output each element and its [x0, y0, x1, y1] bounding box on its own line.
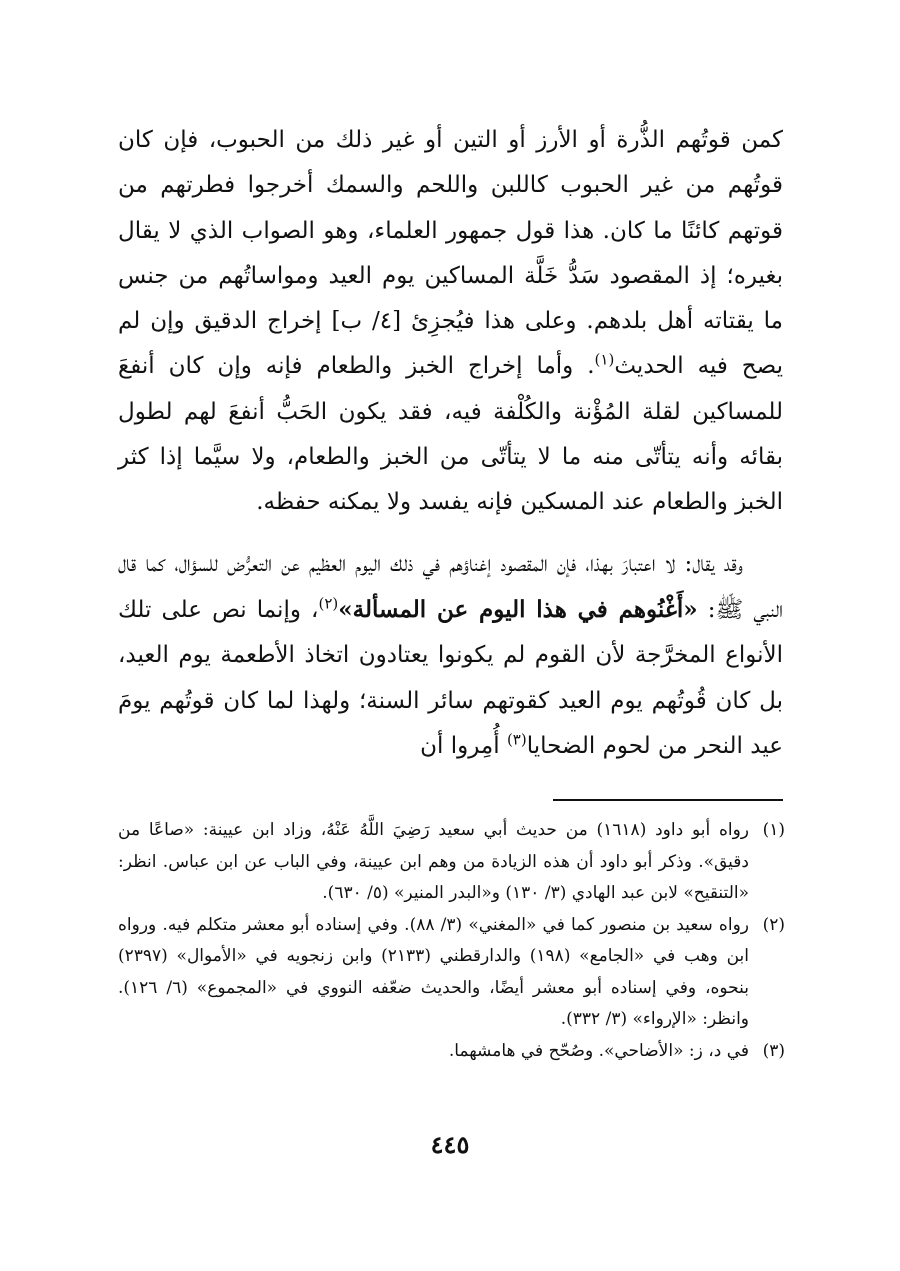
paragraph-1 — [118, 118, 783, 526]
footnote-ref-3: (٣) — [506, 730, 527, 749]
footnote-number: (٣) — [762, 1040, 785, 1061]
hadith-quote: «أَغْنُوهم في هذا اليوم عن المسألة» — [338, 595, 698, 623]
footnotes — [118, 815, 785, 1067]
footnote-3 — [118, 1036, 785, 1068]
footnote-text: في د، ز: «الأضاحي». وصُحّح في هامشهما. — [448, 1040, 749, 1061]
main-text — [118, 118, 783, 769]
footnote-separator — [553, 799, 783, 801]
paragraph-2-text-b: ، وإنما نص على تلك الأنواع المخرَّجة لأن القوم لم يكونوا يعتادون اتخاذ الأطعمة يوم العيد، بل كان قُوتُهم يوم العيد كقوتهم سائر السنة؛ ولهذا لما كان قوتُهم يومَ عيد النحر من لحوم الضحايا — [118, 596, 783, 759]
paragraph-1-rest: . وأما إخراج الخبز والطعام فإنه وإن كان أنفعَ للمساكين لقلة المُؤْنة والكُلْفة فيه، فقد يكون الحَبُّ أنفعَ لهم لطول بقائه وأنه يتأتّى منه ما لا يتأتّى من الخبز والطعام، ولا سيَّما إذا كثر الخبز والطعام عند المسكين فإنه يفسد ولا يمكنه حفظه. — [118, 353, 783, 516]
footnote-ref-2: (٢) — [318, 594, 339, 613]
footnote-number: (٢) — [762, 914, 785, 935]
footnote-text: رواه سعيد بن منصور كما في «المغني» (٣/ ٨٨). وفي إسناده أبو معشر متكلم فيه. ورواه ابن وهب في «الجامع» (١٩٨) والدارقطني (٢١٣٣) وابن زنجويه في «الأموال» (٢٣٩٧) بنحوه، وفي إسناده أبو معشر أيضًا، والحديث ضعّفه النووي في «المجموع» (٦/ ١٢٦). وانظر: «الإرواء» (٣/ ٣٣٢). — [118, 914, 749, 1029]
paragraph-2 — [118, 542, 783, 769]
paragraph-1-text: كمن قوتُهم الذُّرة أو الأرز أو التين أو غير ذلك من الحبوب، فإن كان قوتُهم من غير الحبوب كاللبن واللحم والسمك أخرجوا فطرتهم من قوتهم كائنًا ما كان. هذا قول جمهور العلماء، وهو الصواب الذي لا يقال بغيره؛ إذ المقصود سَدُّ خَلَّة المساكين يوم العيد ومواساتُهم من جنس ما يقتاته أهل بلدهم. وعلى هذا فيُجزِئ [٤/ ب] إخراج الدقيق وإن لم يصح فيه الحديث — [118, 127, 784, 380]
paragraph-2-text-c: أُمِروا أن — [420, 732, 507, 759]
paragraph-2-text-a: وقد يقال: لا اعتبارَ بهذا، فإن المقصود إغناؤهم في ذلك اليوم العظيم عن التعرُّض للسؤال، كما قال النبي ﷺ: — [118, 550, 784, 623]
footnote-text: رواه أبو داود (١٦١٨) من حديث أبي سعيد رَضِيَ اللَّهُ عَنْهُ، وزاد ابن عيينة: «صاعًا من دقيق». وذكر أبو داود أن هذه الزيادة من وهم ابن عيينة، وفي الباب عن ابن عباس. انظر: «التنقيح» لابن عبد الهادي (٣/ ١٣٠) و«البدر المنير» (٥/ ٦٣٠). — [118, 820, 749, 903]
footnote-ref-1: (١) — [594, 350, 615, 369]
footnote-2 — [118, 910, 785, 1036]
footnote-1 — [118, 815, 785, 910]
page-number: ٤٤٥ — [430, 1130, 470, 1159]
footnote-number: (١) — [762, 820, 785, 840]
